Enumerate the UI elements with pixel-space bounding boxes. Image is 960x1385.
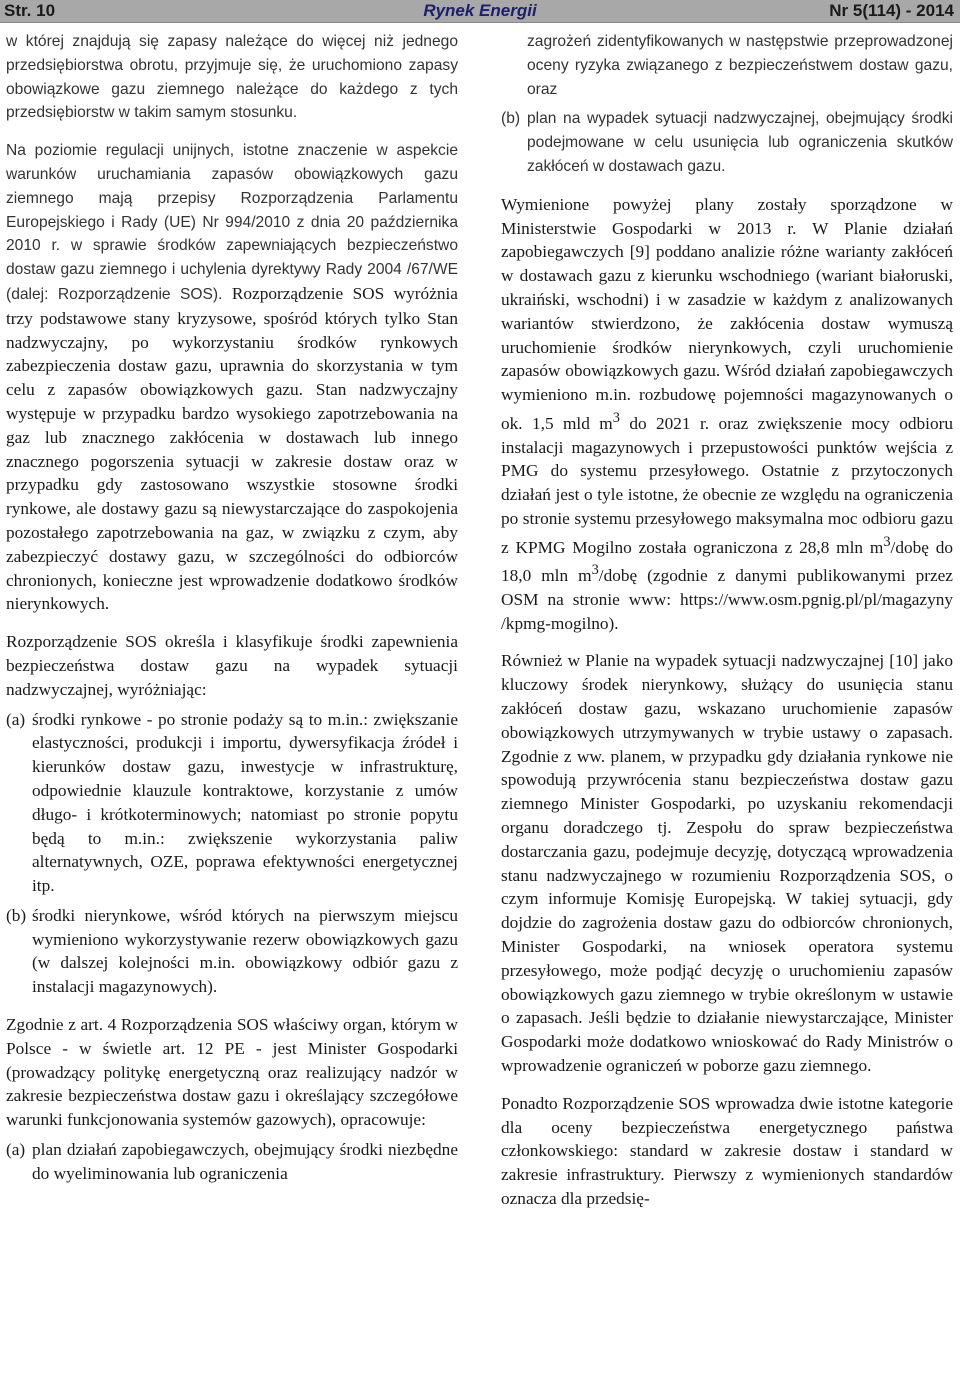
left-paragraph-4: Zgodnie z art. 4 Rozporządzenia SOS właściwy organ, którym w Polsce - w świetle art. 12 PE - jest Minister Gospodarki (prowadzący politykę energetyczną oraz realizujący nadzór w zakresie bezpieczeństwa dostaw gazu i określający szczegółowe warunki funkcjonowania systemów gazowych), opracowuje:: [6, 1015, 458, 1130]
right-paragraph-1: [501, 193, 953, 636]
left-paragraph-1: w której znajdują się zapasy należące do więcej niż jednego przedsiębiorstwa obrotu, przyjmuje się, że uruchomiono zapasy obowiązkowe gazu ziemnego należące do każdego z tych przedsiębiorstw w takim samym stosunku.: [6, 33, 458, 122]
list-item-text: plan działań zapobiegawczych, obejmujący środki niezbędne do wyeliminowania lub ograniczenia: [32, 1140, 458, 1183]
list-item: [6, 1138, 458, 1186]
page-header: [0, 0, 960, 23]
list-item-label: (a): [6, 709, 26, 729]
journal-title: Rynek Energii: [423, 1, 537, 20]
plans-text-d: /dobę (zgodnie z danymi publikowanymi przez OSM na stronie www: https://www.osm.pgnig.pl/pl/magazyny /kpmg-mogilno).: [501, 566, 953, 633]
list-item-label: (a): [6, 1140, 26, 1160]
issue-number: Nr 5(114) - 2014: [829, 1, 954, 20]
superscript: 3: [591, 562, 599, 579]
list-continuation-text: zagrożeń zidentyfikowanych w następstwie przeprowadzonej oceny ryzyka związanego z bezpieczeństwem dostaw gazu, oraz: [527, 33, 953, 98]
page-number: Str. 10: [4, 1, 56, 20]
list-item-text: plan na wypadek sytuacji nadzwyczajnej, obejmujący środki podejmowane w celu usunięcia lub ograniczenia skutków zakłóceń w dostawach gazu.: [527, 110, 953, 175]
plans-list: [6, 1138, 458, 1186]
list-item: [6, 904, 458, 999]
list-item: [6, 708, 458, 898]
measures-list: [6, 708, 458, 1000]
sos-states-text: Rozporządzenie SOS wyróżnia trzy podstawowe stany kryzysowe, spośród których tylko Stan nadzwyczajny, po wykorzystaniu środków rynkowych zabezpieczenia dostaw gazu, uprawnia do skorzystania w tym celu z zapasów obowiązkowych gazu. Stan nadzwyczajny występuje w przypadku bardzo wysokiego zapotrzebowania na gaz lub znacznego zakłócenia w dostawach lub innego znacznego pogorszenia sytuacji w zakresie dostaw oraz w przypadku gdy zastosowano wszystkie stosowne środki rynkowe, ale dostawy gazu są niewystarczające do zaspokojenia pozostałego zapotrzebowania na gaz, w związku z czym, aby zabezpieczyć dostawy gazu, w szczególności do odbiorców chronionych, konieczne jest wprowadzenie dodatkowo środków nierynkowych.: [6, 283, 458, 614]
right-paragraph-3: Ponadto Rozporządzenie SOS wprowadza dwie istotne kategorie dla oceny bezpieczeństwa energetycznego państwa członkowskiego: standard w zakresie dostaw i standard w zakresie infrastruktury. Pierwszy z wymienionych standardów oznacza dla przedsię-: [501, 1093, 953, 1208]
left-column: [6, 30, 458, 1186]
plans-text-b: do 2021 r. oraz zwiększenie mocy odbioru instalacji magazynowych i przepustowości punktów wejścia z PMG do systemu przesyłowego. Ostatnie z przytoczonych działań jest o tyle istotne, że obecnie ze względu na ograniczenia po stronie systemu przesyłowego maksymalna moc odbioru gazu z KPMG Mogilno została ograniczona z 28,8 mln m: [501, 413, 953, 557]
superscript: 3: [612, 409, 620, 426]
list-item-label: (b): [6, 905, 27, 925]
list-item-text: środki nierynkowe, wśród których na pierwszym miejscu wymieniono wykorzystywanie rezerw obowiązkowych gazu (w dalszej kolejności m.in. obowiązkowy odbiór gazu z instalacji magazynowych).: [32, 905, 458, 997]
list-continuation: [501, 30, 953, 101]
list-item: [501, 107, 953, 178]
right-column: [501, 30, 953, 1211]
left-paragraph-2: [6, 139, 458, 616]
plans-text-c: /dobę do 18,0 mln m: [501, 537, 954, 586]
list-item-text: środki rynkowe - po stronie podaży są to m.in.: zwiększanie elastyczności, produkcji i importu, dywersyfikacja źródeł i kierunków dostaw gazu, inwestycje w infrastrukturę, odpowiednie klauzule kontraktowe, korzystanie z umów długo- i krótkoterminowych; natomiast po stronie popytu będą to m.in.: zwiększenie wykorzystania paliw alternatywnych, OZE, poprawa efektywności energetycznej itp.: [32, 709, 458, 896]
left-paragraph-3: Rozporządzenie SOS określa i klasyfikuje środki zapewnienia bezpieczeństwa dostaw gazu na wypadek sytuacji nadzwyczajnej, wyróżniając:: [6, 632, 458, 699]
list-item-label: (b): [501, 110, 521, 128]
plans-text-a: Wymienione powyżej plany zostały sporządzone w Ministerstwie Gospodarki w 2013 r. W Planie działań zapobiegawczych [9] poddano analizie różne warianty zakłóceń w dostawach gazu z kierunku wschodniego (wariant białoruski, ukraiński, wschodni) i w zasadzie w każdym z analizowanych wariantów stwierdzono, że zakłócenia dostaw wymuszą uruchomienie środków nierynkowych, czyli uruchomienie zapasów obowiązkowych gazu. Wśród działań zapobiegawczych wymieniono m.in. rozbudowę pojemności magazynowanych o ok. 1,5 mld m: [501, 194, 953, 433]
sos-intro-text: Na poziomie regulacji unijnych, istotne znaczenie w aspekcie warunków uruchamiania zapasów obowiązkowych gazu ziemnego mają przepisy Rozporządzenia Parlamentu Europejskiego i Rady (UE) Nr 994/2010 z dnia 20 października 2010 r. w sprawie środków zapewniających bezpieczeństwo dostaw gazu ziemnego i uchylenia dyrektywy Rady 2004 /67/WE (dalej: Rozporządzenie SOS).: [6, 142, 458, 303]
superscript: 3: [883, 533, 891, 550]
right-paragraph-2: Również w Planie na wypadek sytuacji nadzwyczajnej [10] jako kluczowy środek nierynkowy, służący do usunięcia stanu zakłóceń dostaw gazu, wskazano uruchomienie zapasów obowiązkowych utrzymywanych w trybie ustawy o zapasach. Zgodnie z ww. planem, w przypadku gdy działania rynkowe nie spowodują przywrócenia stanu bezpieczeństwa dostaw gazu ziemnego Minister Gospodarki, po uzyskaniu rekomendacji organu doradczego tj. Zespołu do spraw bezpieczeństwa dostarczania gazu, podejmuje decyzję, dotyczącą wprowadzenia stanu nadzwyczajnego w rozumieniu Rozporządzenia SOS, o czym informuje Komisję Europejską. W takiej sytuacji, gdy dojdzie do zagrożenia dostaw gazu do odbiorców chronionych, Minister Gospodarki, na wniosek operatora systemu przesyłowego, może podjąć decyzję o uruchomieniu zapasów obowiązkowych gazu ziemnego w trybie określonym w ustawie o zapasach. Jeśli będzie to działanie niewystarczające, Minister Gospodarki może dodatkowo wnioskować do Rady Ministrów o wprowadzenie ograniczeń w poborze gazu ziemnego.: [501, 651, 953, 1075]
plans-list-continued: [501, 107, 953, 178]
